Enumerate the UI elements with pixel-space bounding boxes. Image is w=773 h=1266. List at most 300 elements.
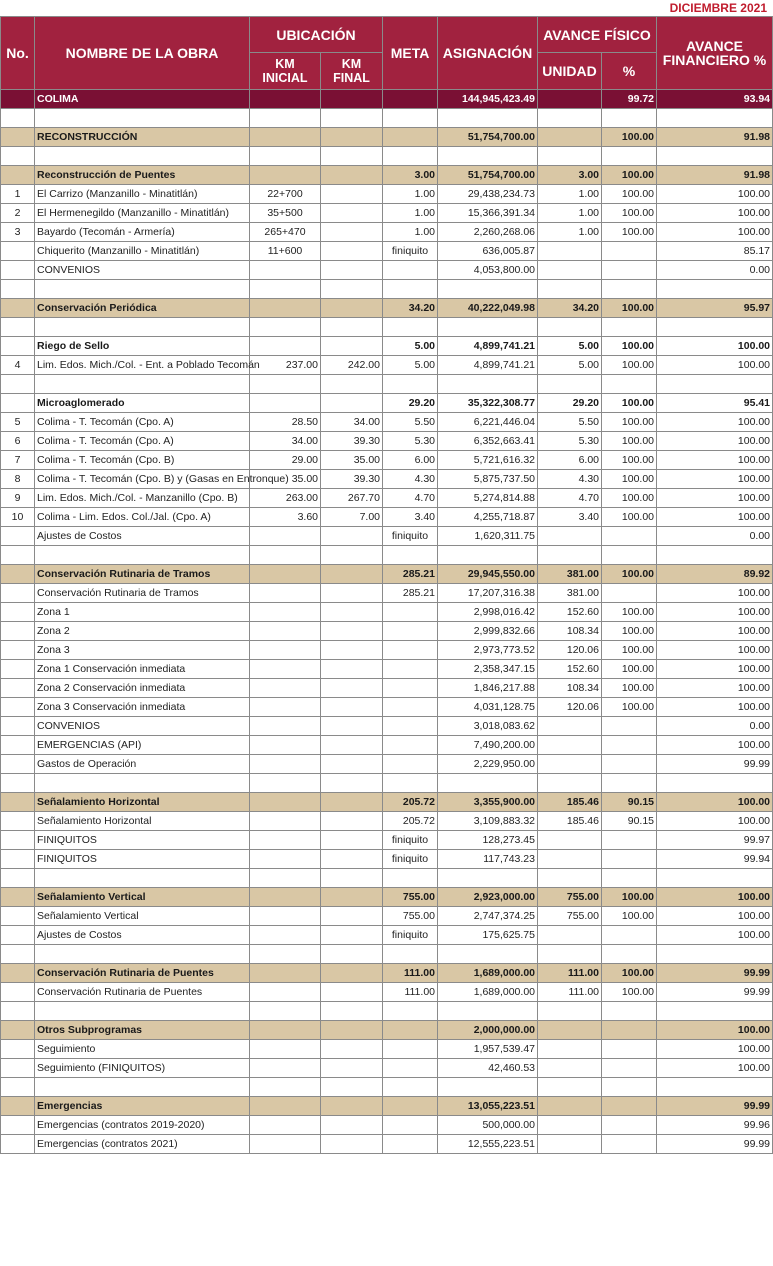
cell-km-end xyxy=(321,337,383,356)
cell-km-end xyxy=(321,907,383,926)
cell-financial-percent: 100.00 xyxy=(657,622,773,641)
cell-financial-percent: 89.92 xyxy=(657,565,773,584)
cell-financial-percent xyxy=(657,774,773,793)
cell-no xyxy=(1,1097,35,1116)
cell-financial-percent: 85.17 xyxy=(657,242,773,261)
cell-km-end xyxy=(321,1135,383,1154)
cell-allocation: 35,322,308.77 xyxy=(438,394,538,413)
cell-name: Ajustes de Costos xyxy=(35,527,250,546)
cell-allocation: 3,109,883.32 xyxy=(438,812,538,831)
spacer-row xyxy=(1,1002,773,1021)
cell-physical-percent xyxy=(602,1002,657,1021)
cell-no xyxy=(1,90,35,109)
cell-km-end xyxy=(321,755,383,774)
cell-unit: 1.00 xyxy=(538,185,602,204)
table-row xyxy=(1,204,773,223)
cell-km-end xyxy=(321,1059,383,1078)
cell-allocation: 51,754,700.00 xyxy=(438,128,538,147)
cell-allocation: 17,207,316.38 xyxy=(438,584,538,603)
cell-physical-percent xyxy=(602,831,657,850)
cell-unit: 108.34 xyxy=(538,679,602,698)
cell-physical-percent: 100.00 xyxy=(602,299,657,318)
cell-unit xyxy=(538,546,602,565)
cell-name: Señalamiento Vertical xyxy=(35,907,250,926)
cell-physical-percent xyxy=(602,1021,657,1040)
cell-unit: 1.00 xyxy=(538,223,602,242)
header-financial-progress: AVANCE FINANCIERO % xyxy=(657,17,773,90)
cell-physical-percent: 100.00 xyxy=(602,888,657,907)
cell-km-start xyxy=(250,527,321,546)
cell-unit: 120.06 xyxy=(538,641,602,660)
cell-allocation: 6,221,446.04 xyxy=(438,413,538,432)
cell-km-end xyxy=(321,983,383,1002)
cell-name: Zona 3 xyxy=(35,641,250,660)
cell-km-end xyxy=(321,622,383,641)
cell-no xyxy=(1,527,35,546)
table-row xyxy=(1,660,773,679)
cell-physical-percent xyxy=(602,1059,657,1078)
cell-name: Conservación Rutinaria de Puentes xyxy=(35,964,250,983)
cell-financial-percent: 100.00 xyxy=(657,508,773,527)
cell-unit xyxy=(538,1059,602,1078)
cell-km-start xyxy=(250,147,321,166)
cell-km-start xyxy=(250,1116,321,1135)
section-row xyxy=(1,299,773,318)
cell-physical-percent xyxy=(602,736,657,755)
table-row xyxy=(1,907,773,926)
cell-no xyxy=(1,1021,35,1040)
table-row xyxy=(1,717,773,736)
cell-km-start xyxy=(250,546,321,565)
cell-physical-percent xyxy=(602,1116,657,1135)
cell-km-end xyxy=(321,1116,383,1135)
cell-no xyxy=(1,679,35,698)
cell-km-start xyxy=(250,90,321,109)
cell-financial-percent: 100.00 xyxy=(657,1059,773,1078)
cell-unit xyxy=(538,1097,602,1116)
cell-physical-percent: 100.00 xyxy=(602,394,657,413)
cell-no xyxy=(1,280,35,299)
cell-financial-percent: 100.00 xyxy=(657,185,773,204)
cell-goal: 285.21 xyxy=(383,565,438,584)
cell-km-start xyxy=(250,261,321,280)
table-row xyxy=(1,850,773,869)
cell-physical-percent: 100.00 xyxy=(602,679,657,698)
cell-km-end: 267.70 xyxy=(321,489,383,508)
header-name: NOMBRE DE LA OBRA xyxy=(35,17,250,90)
table-row xyxy=(1,356,773,375)
table-row xyxy=(1,242,773,261)
cell-physical-percent xyxy=(602,1135,657,1154)
cell-unit xyxy=(538,375,602,394)
table-row xyxy=(1,584,773,603)
cell-physical-percent: 100.00 xyxy=(602,983,657,1002)
cell-name: COLIMA xyxy=(35,90,250,109)
cell-goal xyxy=(383,1040,438,1059)
cell-no: 1 xyxy=(1,185,35,204)
table-row xyxy=(1,603,773,622)
cell-physical-percent xyxy=(602,926,657,945)
cell-unit xyxy=(538,128,602,147)
cell-km-start xyxy=(250,280,321,299)
cell-physical-percent: 99.72 xyxy=(602,90,657,109)
cell-financial-percent: 0.00 xyxy=(657,527,773,546)
cell-financial-percent: 100.00 xyxy=(657,888,773,907)
cell-goal xyxy=(383,945,438,964)
cell-allocation: 636,005.87 xyxy=(438,242,538,261)
cell-financial-percent: 99.99 xyxy=(657,964,773,983)
cell-km-start xyxy=(250,1078,321,1097)
cell-financial-percent: 100.00 xyxy=(657,926,773,945)
cell-goal: 1.00 xyxy=(383,185,438,204)
section-row xyxy=(1,128,773,147)
cell-no xyxy=(1,641,35,660)
table-row xyxy=(1,698,773,717)
table-header xyxy=(1,17,773,90)
spacer-row xyxy=(1,109,773,128)
cell-unit xyxy=(538,147,602,166)
cell-no: 5 xyxy=(1,413,35,432)
spacer-row xyxy=(1,774,773,793)
header-no: No. xyxy=(1,17,35,90)
cell-allocation xyxy=(438,945,538,964)
cell-km-start xyxy=(250,128,321,147)
cell-no xyxy=(1,964,35,983)
cell-name xyxy=(35,1078,250,1097)
cell-name xyxy=(35,1002,250,1021)
cell-allocation: 5,875,737.50 xyxy=(438,470,538,489)
cell-name xyxy=(35,774,250,793)
cell-no xyxy=(1,983,35,1002)
cell-physical-percent: 100.00 xyxy=(602,489,657,508)
cell-name: CONVENIOS xyxy=(35,717,250,736)
cell-physical-percent: 100.00 xyxy=(602,641,657,660)
cell-goal: 205.72 xyxy=(383,812,438,831)
header-unit: UNIDAD xyxy=(538,53,602,90)
cell-km-start xyxy=(250,318,321,337)
cell-km-end xyxy=(321,831,383,850)
section-row xyxy=(1,888,773,907)
cell-km-start xyxy=(250,945,321,964)
cell-financial-percent: 100.00 xyxy=(657,907,773,926)
cell-unit: 5.50 xyxy=(538,413,602,432)
cell-km-end xyxy=(321,280,383,299)
cell-name xyxy=(35,318,250,337)
section-row xyxy=(1,565,773,584)
cell-unit xyxy=(538,1021,602,1040)
cell-allocation: 1,689,000.00 xyxy=(438,983,538,1002)
cell-goal xyxy=(383,603,438,622)
header-percent: % xyxy=(602,53,657,90)
cell-no: 3 xyxy=(1,223,35,242)
cell-no xyxy=(1,812,35,831)
cell-goal xyxy=(383,622,438,641)
cell-km-end xyxy=(321,565,383,584)
header-allocation: ASIGNACIÓN xyxy=(438,17,538,90)
cell-allocation: 2,747,374.25 xyxy=(438,907,538,926)
cell-goal: 4.70 xyxy=(383,489,438,508)
table-row xyxy=(1,223,773,242)
cell-financial-percent: 100.00 xyxy=(657,793,773,812)
spacer-row xyxy=(1,1078,773,1097)
cell-unit: 3.00 xyxy=(538,166,602,185)
cell-physical-percent: 100.00 xyxy=(602,223,657,242)
cell-goal xyxy=(383,280,438,299)
cell-km-start: 237.00 xyxy=(250,356,321,375)
subhead-row xyxy=(1,337,773,356)
cell-physical-percent xyxy=(602,1078,657,1097)
cell-name xyxy=(35,945,250,964)
cell-allocation xyxy=(438,109,538,128)
cell-name: Zona 3 Conservación inmediata xyxy=(35,698,250,717)
cell-km-start xyxy=(250,1059,321,1078)
cell-km-end xyxy=(321,774,383,793)
cell-unit xyxy=(538,831,602,850)
cell-km-start: 263.00 xyxy=(250,489,321,508)
cell-no xyxy=(1,888,35,907)
cell-goal xyxy=(383,660,438,679)
header-km-start: KM INICIAL xyxy=(250,53,321,90)
cell-allocation xyxy=(438,318,538,337)
cell-financial-percent: 99.94 xyxy=(657,850,773,869)
cell-unit: 3.40 xyxy=(538,508,602,527)
cell-name: Emergencias (contratos 2019-2020) xyxy=(35,1116,250,1135)
cell-name: Conservación Rutinaria de Tramos xyxy=(35,565,250,584)
cell-km-end xyxy=(321,945,383,964)
cell-allocation: 2,358,347.15 xyxy=(438,660,538,679)
cell-no: 8 xyxy=(1,470,35,489)
cell-unit: 755.00 xyxy=(538,888,602,907)
cell-name: Seguimiento xyxy=(35,1040,250,1059)
cell-unit: 5.00 xyxy=(538,337,602,356)
cell-km-start xyxy=(250,831,321,850)
cell-allocation: 40,222,049.98 xyxy=(438,299,538,318)
cell-unit xyxy=(538,1040,602,1059)
cell-unit: 1.00 xyxy=(538,204,602,223)
cell-goal xyxy=(383,147,438,166)
cell-km-end: 7.00 xyxy=(321,508,383,527)
cell-physical-percent xyxy=(602,242,657,261)
cell-goal: 205.72 xyxy=(383,793,438,812)
cell-name: Señalamiento Horizontal xyxy=(35,812,250,831)
cell-km-end xyxy=(321,185,383,204)
cell-goal: 1.00 xyxy=(383,223,438,242)
cell-financial-percent: 100.00 xyxy=(657,413,773,432)
table-row xyxy=(1,755,773,774)
cell-goal: 755.00 xyxy=(383,888,438,907)
cell-km-end xyxy=(321,888,383,907)
cell-physical-percent: 90.15 xyxy=(602,793,657,812)
cell-no xyxy=(1,261,35,280)
spacer-row xyxy=(1,147,773,166)
cell-allocation: 4,899,741.21 xyxy=(438,356,538,375)
cell-no xyxy=(1,869,35,888)
cell-goal xyxy=(383,109,438,128)
subhead-row xyxy=(1,394,773,413)
cell-financial-percent: 100.00 xyxy=(657,812,773,831)
cell-unit xyxy=(538,1078,602,1097)
cell-unit xyxy=(538,717,602,736)
table-row xyxy=(1,489,773,508)
cell-unit: 6.00 xyxy=(538,451,602,470)
cell-goal xyxy=(383,698,438,717)
cell-financial-percent xyxy=(657,869,773,888)
cell-no xyxy=(1,907,35,926)
cell-goal xyxy=(383,736,438,755)
cell-km-end xyxy=(321,204,383,223)
cell-no xyxy=(1,299,35,318)
cell-km-start: 265+470 xyxy=(250,223,321,242)
cell-financial-percent xyxy=(657,280,773,299)
cell-allocation: 42,460.53 xyxy=(438,1059,538,1078)
cell-allocation: 1,846,217.88 xyxy=(438,679,538,698)
cell-physical-percent xyxy=(602,584,657,603)
table-row xyxy=(1,451,773,470)
cell-goal xyxy=(383,755,438,774)
cell-goal xyxy=(383,869,438,888)
cell-financial-percent: 99.97 xyxy=(657,831,773,850)
cell-financial-percent xyxy=(657,546,773,565)
cell-physical-percent: 100.00 xyxy=(602,185,657,204)
cell-km-start: 34.00 xyxy=(250,432,321,451)
cell-km-end xyxy=(321,166,383,185)
cell-allocation: 2,229,950.00 xyxy=(438,755,538,774)
cell-physical-percent: 100.00 xyxy=(602,603,657,622)
cell-financial-percent: 95.97 xyxy=(657,299,773,318)
cell-goal xyxy=(383,1021,438,1040)
cell-name: Colima - T. Tecomán (Cpo. B) xyxy=(35,451,250,470)
cell-unit: 185.46 xyxy=(538,793,602,812)
cell-physical-percent: 100.00 xyxy=(602,337,657,356)
cell-physical-percent: 100.00 xyxy=(602,508,657,527)
cell-no: 10 xyxy=(1,508,35,527)
cell-unit: 152.60 xyxy=(538,603,602,622)
cell-financial-percent: 100.00 xyxy=(657,1021,773,1040)
cell-allocation: 175,625.75 xyxy=(438,926,538,945)
cell-financial-percent xyxy=(657,109,773,128)
cell-financial-percent: 100.00 xyxy=(657,432,773,451)
cell-allocation: 128,273.45 xyxy=(438,831,538,850)
cell-financial-percent: 99.99 xyxy=(657,1097,773,1116)
cell-km-end xyxy=(321,1097,383,1116)
cell-no xyxy=(1,584,35,603)
cell-physical-percent: 100.00 xyxy=(602,166,657,185)
cell-unit xyxy=(538,755,602,774)
cell-allocation xyxy=(438,375,538,394)
table-row xyxy=(1,185,773,204)
cell-unit: 4.30 xyxy=(538,470,602,489)
cell-km-end xyxy=(321,603,383,622)
cell-allocation: 2,923,000.00 xyxy=(438,888,538,907)
cell-allocation: 5,721,616.32 xyxy=(438,451,538,470)
cell-no xyxy=(1,1002,35,1021)
cell-allocation xyxy=(438,1002,538,1021)
cell-unit: 29.20 xyxy=(538,394,602,413)
cell-physical-percent xyxy=(602,147,657,166)
cell-financial-percent: 99.99 xyxy=(657,755,773,774)
cell-goal: 34.20 xyxy=(383,299,438,318)
header-physical-progress: AVANCE FÍSICO xyxy=(538,17,657,53)
cell-km-end xyxy=(321,1040,383,1059)
cell-name: Gastos de Operación xyxy=(35,755,250,774)
cell-name: RECONSTRUCCIÓN xyxy=(35,128,250,147)
cell-physical-percent xyxy=(602,527,657,546)
cell-unit xyxy=(538,869,602,888)
cell-no xyxy=(1,793,35,812)
cell-km-end xyxy=(321,546,383,565)
cell-no xyxy=(1,128,35,147)
cell-goal: 4.30 xyxy=(383,470,438,489)
table-row xyxy=(1,508,773,527)
cell-km-start xyxy=(250,888,321,907)
cell-unit: 381.00 xyxy=(538,565,602,584)
cell-goal xyxy=(383,261,438,280)
cell-no xyxy=(1,774,35,793)
section-row xyxy=(1,166,773,185)
cell-no xyxy=(1,1116,35,1135)
cell-goal xyxy=(383,1135,438,1154)
cell-name: Señalamiento Horizontal xyxy=(35,793,250,812)
cell-goal xyxy=(383,679,438,698)
cell-km-start xyxy=(250,983,321,1002)
cell-no xyxy=(1,603,35,622)
header-goal: META xyxy=(383,17,438,90)
cell-financial-percent xyxy=(657,375,773,394)
spacer-row xyxy=(1,546,773,565)
cell-km-end xyxy=(321,736,383,755)
cell-no xyxy=(1,736,35,755)
cell-allocation: 2,999,832.66 xyxy=(438,622,538,641)
cell-km-end: 39.30 xyxy=(321,432,383,451)
cell-name: CONVENIOS xyxy=(35,261,250,280)
cell-financial-percent: 100.00 xyxy=(657,736,773,755)
cell-km-start xyxy=(250,736,321,755)
cell-km-end xyxy=(321,584,383,603)
cell-allocation xyxy=(438,147,538,166)
cell-km-start: 11+600 xyxy=(250,242,321,261)
cell-km-start xyxy=(250,565,321,584)
cell-name: Conservación Rutinaria de Puentes xyxy=(35,983,250,1002)
spacer-row xyxy=(1,945,773,964)
cell-goal: 5.50 xyxy=(383,413,438,432)
cell-km-end: 35.00 xyxy=(321,451,383,470)
cell-name: EMERGENCIAS (API) xyxy=(35,736,250,755)
cell-financial-percent: 0.00 xyxy=(657,717,773,736)
cell-km-end: 34.00 xyxy=(321,413,383,432)
cell-allocation: 12,555,223.51 xyxy=(438,1135,538,1154)
cell-name: Lim. Edos. Mich./Col. - Ent. a Poblado Tecomán xyxy=(35,356,250,375)
cell-goal xyxy=(383,641,438,660)
cell-unit xyxy=(538,850,602,869)
cell-allocation: 2,000,000.00 xyxy=(438,1021,538,1040)
cell-name xyxy=(35,375,250,394)
cell-allocation: 7,490,200.00 xyxy=(438,736,538,755)
cell-financial-percent: 93.94 xyxy=(657,90,773,109)
cell-name: Colima - T. Tecomán (Cpo. A) xyxy=(35,413,250,432)
cell-goal: 111.00 xyxy=(383,983,438,1002)
cell-goal xyxy=(383,1002,438,1021)
cell-allocation: 29,438,234.73 xyxy=(438,185,538,204)
cell-no xyxy=(1,242,35,261)
cell-no xyxy=(1,698,35,717)
cell-financial-percent: 100.00 xyxy=(657,451,773,470)
cell-physical-percent: 100.00 xyxy=(602,565,657,584)
cell-unit xyxy=(538,242,602,261)
cell-km-start xyxy=(250,793,321,812)
cell-financial-percent xyxy=(657,945,773,964)
cell-physical-percent xyxy=(602,869,657,888)
cell-financial-percent xyxy=(657,318,773,337)
